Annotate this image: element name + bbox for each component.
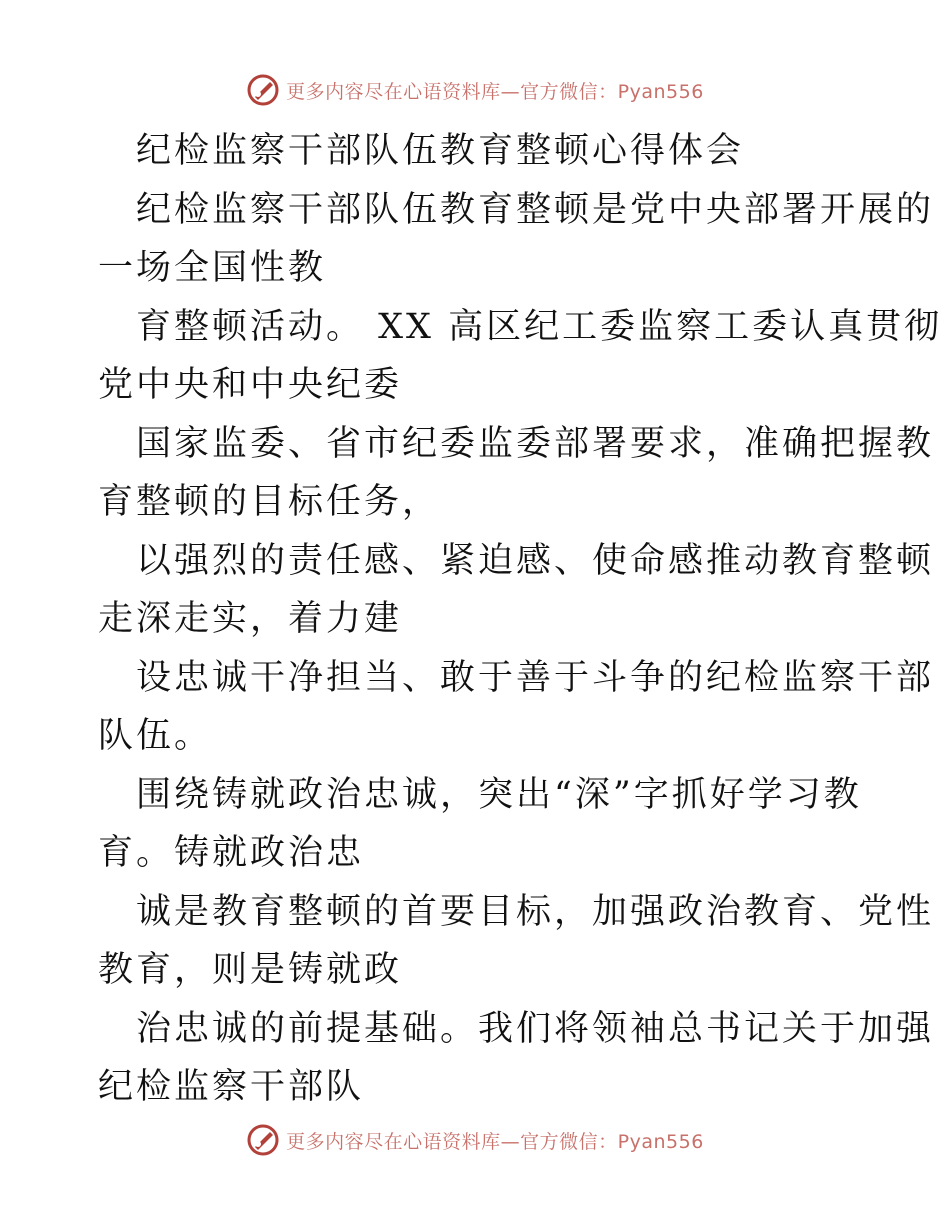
text-line: 设忠诚干净担当、敢于善于斗争的纪检监察干部 bbox=[136, 657, 935, 698]
logo-icon bbox=[246, 73, 280, 107]
text-line: 育整顿活动。 XX 高区纪工委监察工委认真贯彻 bbox=[136, 306, 943, 347]
document-body bbox=[98, 122, 943, 1117]
logo-icon bbox=[246, 1123, 280, 1157]
text-line: 诚是教育整顿的首要目标，加强政治教育、党性 bbox=[136, 891, 935, 932]
header-banner bbox=[0, 70, 950, 110]
banner-text: 更多内容尽在心语资料库—官方微信：Pyan556 bbox=[286, 80, 704, 103]
text-line: 队伍。 bbox=[98, 716, 213, 756]
footer-banner bbox=[0, 1120, 950, 1160]
text-line: 以强烈的责任感、紧迫感、使命感推动教育整顿 bbox=[136, 540, 935, 581]
banner-text: 更多内容尽在心语资料库—官方微信：Pyan556 bbox=[286, 1130, 704, 1153]
text-line: 围绕铸就政治忠诚，突出“深”字抓好学习教 bbox=[136, 774, 862, 815]
text-line: 纪检监察干部队伍教育整顿心得体会 bbox=[136, 131, 745, 171]
text-line: 育。铸就政治忠 bbox=[98, 833, 365, 873]
text-line: 治忠诚的前提基础。我们将领袖总书记关于加强 bbox=[136, 1008, 935, 1049]
text-line: 育整顿的目标任务， bbox=[98, 482, 441, 522]
text-line: 党中央和中央纪委 bbox=[98, 365, 403, 405]
text-line: 走深走实，着力建 bbox=[98, 599, 403, 639]
text-line: 国家监委、省市纪委监委部署要求，准确把握教 bbox=[136, 423, 935, 464]
text-line: 纪检监察干部队 bbox=[98, 1067, 365, 1107]
text-line: 纪检监察干部队伍教育整顿是党中央部署开展的 bbox=[136, 189, 935, 230]
text-line: 一场全国性教 bbox=[98, 248, 327, 288]
text-line: 教育，则是铸就政 bbox=[98, 950, 403, 990]
